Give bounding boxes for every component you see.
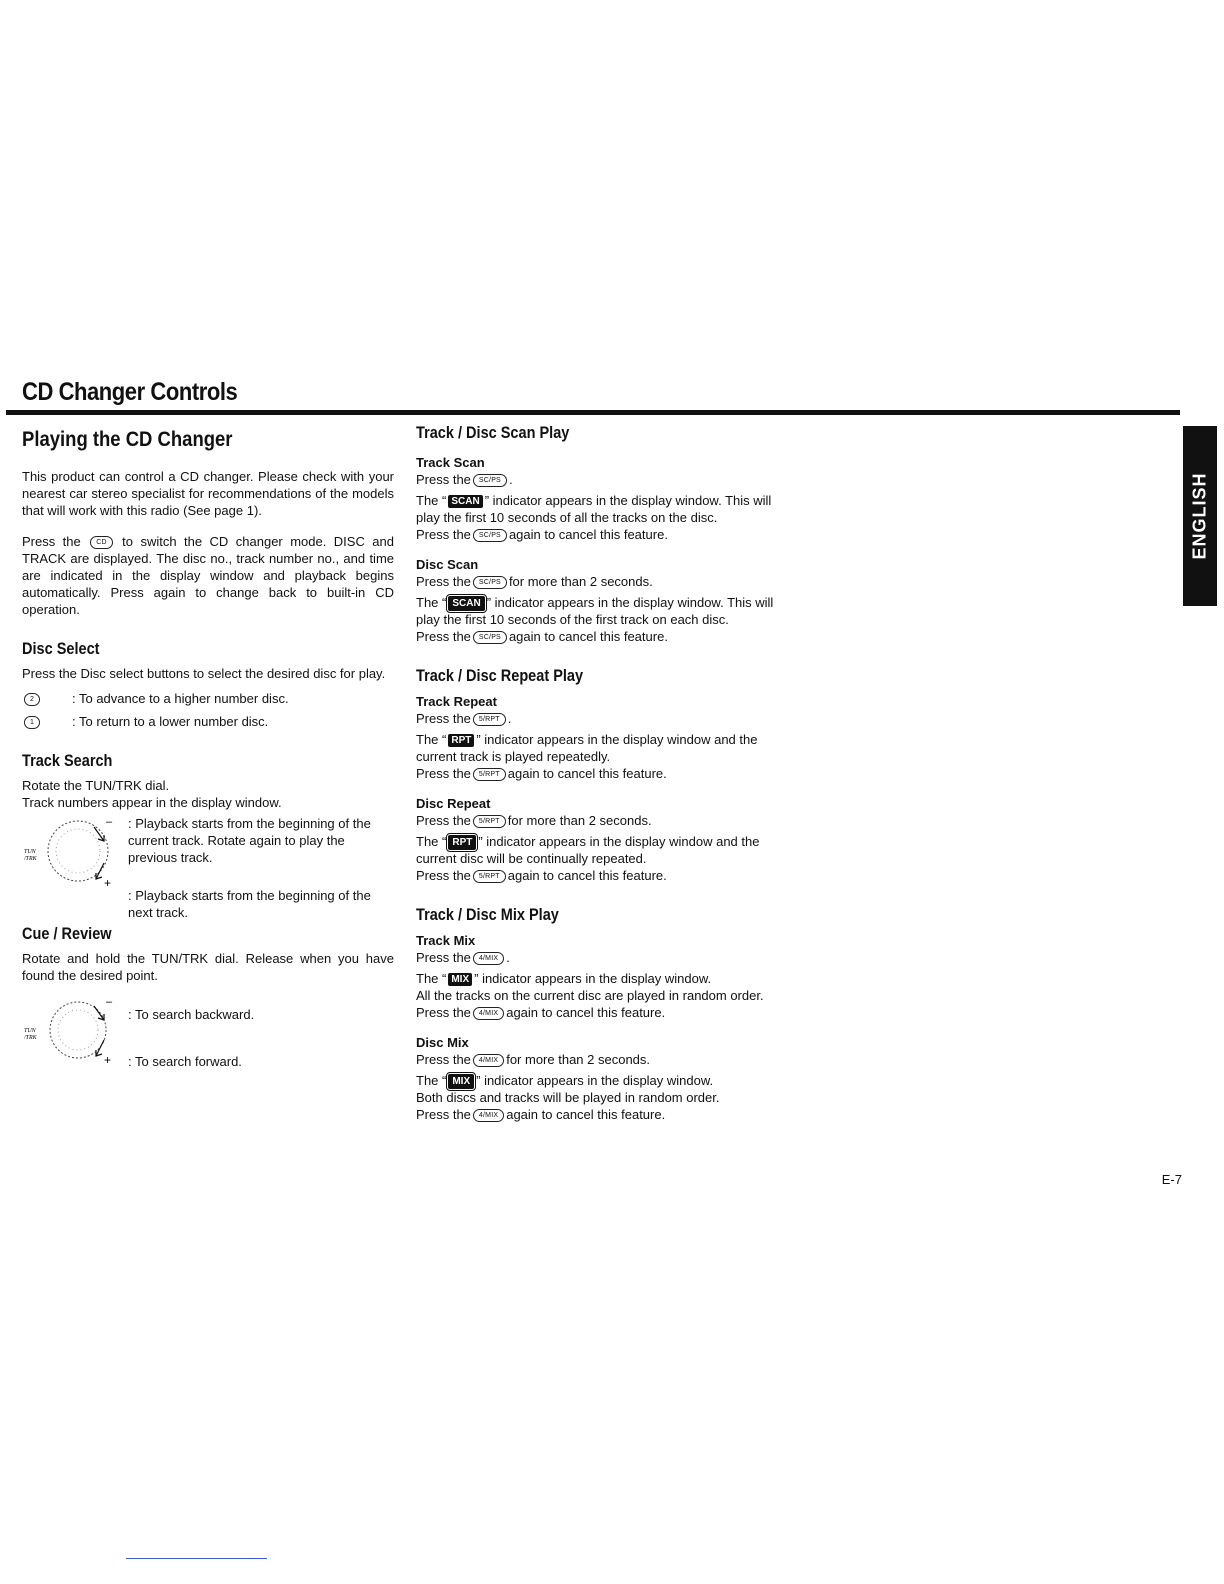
mix-button: 4/MIX [473,1007,504,1020]
disc-repeat-press: Press the 5/RPT for more than 2 seconds. [416,813,652,829]
disc-scan-press: Press the SC/PS for more than 2 seconds. [416,574,653,589]
track-repeat-indicator-text: The “ RPT ” indicator appears in the display window and the current track is played repeatedly. [416,732,758,765]
track-mix-line2: All the tracks on the current disc are played in random order. [416,988,764,1004]
cue-review-plus-text: : To search forward. [128,1054,242,1069]
disc-mix-heading: Disc Mix [416,1035,469,1051]
scan-indicator-icon: SCAN [448,495,482,508]
svg-text:/TRK: /TRK [24,1035,37,1041]
rpt-indicator-icon: RPT [448,734,474,747]
title-rule [6,410,1180,415]
track-mix-cancel: Press the 4/MIX again to cancel this feature. [416,1005,666,1021]
language-tab-label: ENGLISH [1189,472,1210,560]
disc-repeat-indicator-text: The “ RPT ” indicator appears in the display window and the current disc will be continually repeated. [416,834,760,867]
disc-scan-indicator-text: The “ SCAN ” indicator appears in the display window. This will play the first 10 seconds of the first track on each disc. [416,595,774,628]
track-repeat-press: Press the 5/RPT . [416,711,512,727]
disc-down-button: 1 [24,716,40,729]
svg-text:+: + [104,876,112,890]
track-search-dial-block [22,815,394,920]
cue-review-text: Rotate and hold the TUN/TRK dial. Release when you have found the desired point. [22,951,394,983]
disc-down-row: 1 : To return to a lower number disc. [22,713,394,730]
disc-repeat-heading: Disc Repeat [416,796,491,812]
track-scan-indicator-text: The “ SCAN ” indicator appears in the display window. This will play the first 10 seconds of all the tracks on the disc. [416,493,772,525]
track-search-plus-text: : Playback starts from the beginning of the next track. [128,888,371,920]
disc-mix-indicator-text: The “ MIX ” indicator appears in the display window. [416,1073,714,1089]
subheading-mix-play: Track / Disc Mix Play [416,906,559,925]
cd-mode-paragraph: Press the CD to switch the CD changer mode. DISC and TRACK are displayed. The disc no., track number no., and time are indicated in the display window and playback begins automatically. Press again to change back to built-in CD operation. [22,534,394,617]
track-mix-heading: Track Mix [416,933,476,949]
page-title: CD Changer Controls [22,378,238,406]
disc-mix-line2: Both discs and tracks will be played in random order. [416,1090,720,1106]
track-search-line1: Rotate the TUN/TRK dial. [22,778,170,793]
subheading-track-search: Track Search [22,752,113,770]
track-mix-indicator-text: The “ MIX ” indicator appears in the display window. [416,971,712,987]
track-scan-press: Press the SC/PS . [416,472,513,487]
cd-button: CD [90,536,113,549]
svg-text:TUN: TUN [24,849,36,855]
tun-trk-dial-icon [24,817,120,893]
section-heading-playing: Playing the CD Changer [22,428,233,451]
disc-scan-indicator-icon: SCAN [448,596,484,611]
disc-mix-indicator-icon: MIX [448,1074,474,1089]
svg-text:TUN: TUN [24,1028,36,1034]
language-tab [1183,426,1217,606]
track-repeat-cancel: Press the 5/RPT again to cancel this feature. [416,766,667,782]
track-search-line2: Track numbers appear in the display window. [22,795,282,810]
tun-trk-dial-icon-2 [24,998,120,1068]
mix-button: 4/MIX [473,952,504,965]
middle-column [416,424,791,1123]
rpt-button: 5/RPT [473,713,506,726]
disc-repeat-cancel: Press the 5/RPT again to cancel this feature. [416,868,667,884]
sc-ps-button: SC/PS [473,529,507,542]
footer-rule [126,1558,267,1559]
svg-text:–: – [106,817,113,828]
svg-text:+: + [104,1053,112,1067]
track-scan-cancel: Press the SC/PS again to cancel this feature. [416,527,668,542]
disc-up-button: 2 [24,693,40,706]
disc-scan-cancel: Press the SC/PS again to cancel this feature. [416,629,668,645]
disc-rpt-indicator-icon: RPT [448,835,476,850]
svg-text:/TRK: /TRK [24,856,37,862]
subheading-repeat-play: Track / Disc Repeat Play [416,667,584,686]
left-column [22,428,394,1068]
disc-select-text: Press the Disc select buttons to select the desired disc for play. [22,666,386,681]
mix-indicator-icon: MIX [448,973,472,986]
disc-scan-heading: Disc Scan [416,557,479,572]
subheading-scan-play: Track / Disc Scan Play [416,424,570,442]
mix-button: 4/MIX [473,1109,504,1122]
subheading-disc-select: Disc Select [22,640,100,658]
sc-ps-button: SC/PS [473,474,507,487]
track-repeat-heading: Track Repeat [416,694,497,710]
rpt-button: 5/RPT [473,768,506,781]
rpt-button: 5/RPT [473,870,506,883]
track-search-minus-text: : Playback starts from the beginning of the current track. Rotate again to play the previous track. [128,816,371,865]
track-mix-press: Press the 4/MIX . [416,950,510,966]
cue-review-minus-text: : To search backward. [128,1007,255,1022]
mix-button: 4/MIX [473,1054,504,1067]
sc-ps-button: SC/PS [473,576,507,589]
subheading-cue-review: Cue / Review [22,925,112,943]
svg-text:–: – [106,998,113,1008]
disc-up-row: 2 : To advance to a higher number disc. [22,690,394,707]
track-scan-heading: Track Scan [416,455,485,470]
intro-paragraph: This product can control a CD changer. Please check with your nearest car stereo specialist for recommendations of the models that will work with this radio (See page 1). [22,469,394,518]
sc-ps-button: SC/PS [473,631,507,644]
disc-mix-press: Press the 4/MIX for more than 2 seconds. [416,1052,651,1068]
disc-mix-cancel: Press the 4/MIX again to cancel this feature. [416,1107,666,1123]
cue-review-dial-block [22,998,394,1068]
rpt-button: 5/RPT [473,815,506,828]
page-number: E-7 [1161,1172,1182,1187]
